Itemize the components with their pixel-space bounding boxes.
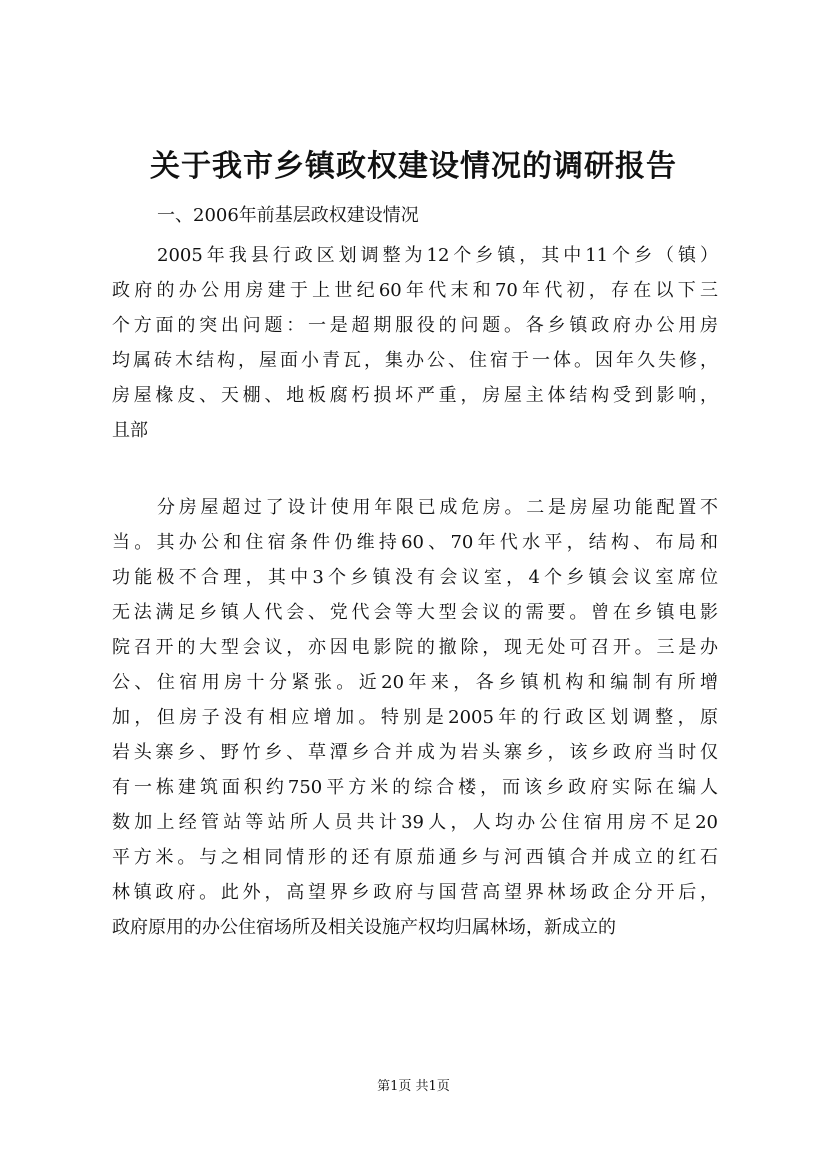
text-line: 且部 [112, 420, 148, 441]
text-line: 公、住宿用房十分紧张。近20年来，各乡镇机构和编制有所增 [112, 672, 718, 693]
text-line: 政府原用的办公住宿场所及相关设施产权均归属林场，新成立的 [112, 917, 616, 938]
text-line: 院召开的大型会议，亦因电影院的撤除，现无处可召开。三是办 [112, 637, 718, 658]
text-line: 政府的办公用房建于上世纪60年代末和70年代初，存在以下三 [112, 280, 718, 301]
document-title: 关于我市乡镇政权建设情况的调研报告 [150, 149, 677, 184]
text-line: 平方米。与之相同情形的还有原茄通乡与河西镇合并成立的红石 [112, 847, 718, 868]
text-line: 均属砖木结构，屋面小青瓦，集办公、住宿于一体。因年久失修， [112, 350, 718, 371]
paragraph-2 [112, 490, 718, 945]
text-line: 当。其办公和住宿条件仍维持60、70年代水平，结构、布局和 [112, 532, 718, 553]
text-line: 岩头寨乡、野竹乡、草潭乡合并成为岩头寨乡，该乡政府当时仅 [112, 742, 718, 763]
text-line: 加，但房子没有相应增加。特别是2005年的行政区划调整，原 [112, 707, 718, 728]
text-line: 有一栋建筑面积约750平方米的综合楼，而该乡政府实际在编人 [112, 777, 718, 798]
text-line: 林镇政府。此外，高望界乡政府与国营高望界林场政企分开后， [112, 882, 718, 903]
text-line: 数加上经管站等站所人员共计39人，人均办公住宿用房不足20 [112, 812, 718, 833]
section-heading: 一、2006年前基层政权建设情况 [157, 205, 419, 226]
text-line: 个方面的突出问题：一是超期服役的问题。各乡镇政府办公用房 [112, 315, 718, 336]
page-footer: 第1页 共1页 [377, 1079, 450, 1094]
text-line: 功能极不合理，其中3个乡镇没有会议室，4个乡镇会议室席位 [112, 567, 718, 588]
paragraph-1 [112, 238, 718, 448]
text-line: 分房屋超过了设计使用年限已成危房。二是房屋功能配置不 [157, 497, 718, 518]
text-line: 房屋椽皮、天棚、地板腐朽损坏严重，房屋主体结构受到影响， [112, 385, 718, 406]
text-line: 无法满足乡镇人代会、党代会等大型会议的需要。曾在乡镇电影 [112, 602, 718, 623]
text-line: 2005年我县行政区划调整为12个乡镇，其中11个乡（镇） [157, 245, 718, 266]
